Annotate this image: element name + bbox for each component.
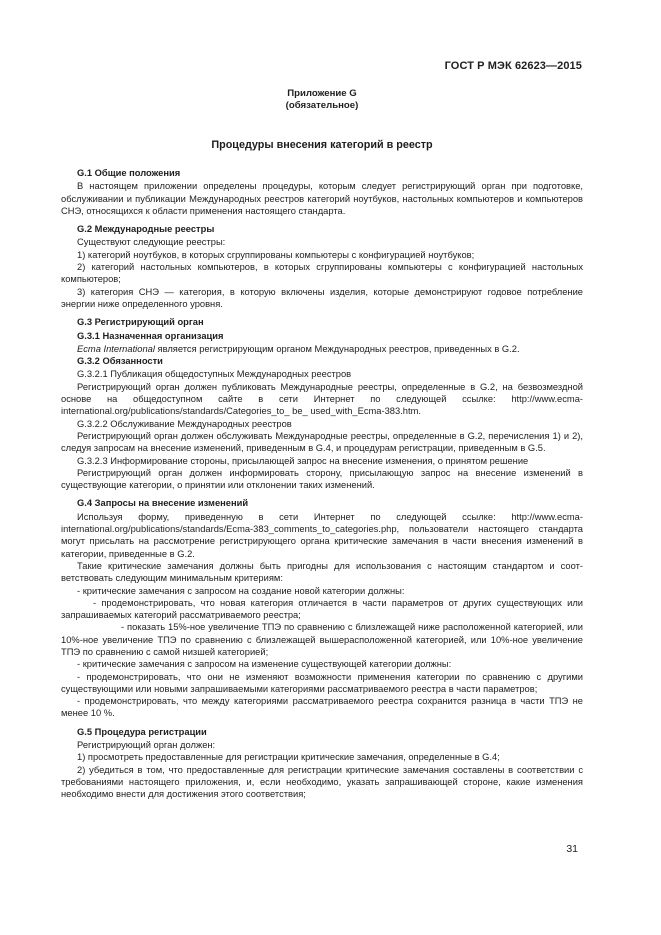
page-content — [61, 88, 583, 801]
paragraph: Регистрирующий орган должен информировать сторону, присылающую запрос на внесение изменений в существующие категории, о принятии или отклонении таких изменений. — [61, 467, 583, 491]
list-item: - продемонстрировать, что между категориями рассматриваемого реестра сохранится разница в части ТПЭ не менее 10 %. — [61, 696, 583, 719]
standard-number: ГОСТ Р МЭК 62623—2015 — [444, 60, 582, 72]
appendix-status: (обязательное) — [285, 100, 359, 111]
paragraph: Ecma International является регистрирующим органом Международных реестров, приведенных в G.2. — [77, 343, 520, 354]
section-heading-g3: G.3 Регистрирующий орган — [77, 317, 204, 328]
clause-heading: G.3.2.3 Информирование стороны, присылающей запрос на внесение изменения, о принятом решение — [77, 455, 529, 466]
paragraph: Регистрирующий орган должен: — [77, 740, 216, 751]
list-item: - продемонстрировать, что они не изменяют возможности применения категории по сравнению с другими существующими или новыми запрашиваемыми категориями рассматриваемого реестра в части параметров; — [61, 671, 583, 694]
paragraph: Регистрирующий орган должен публиковать Международные реестры, определенные в G.2, на безвозмездной основе на общедоступном сайте в сети Интернет по следующей ссылке: http://www.ecma-international.org/publications/standards/Categories_to_ be_ used_with_Ecma-383.htm. — [61, 381, 583, 417]
paragraph: В настоящем приложении определены процедуры, которым следует регистрирующий орган при подготовке, обслуживании и публикации Международных реестров категорий ноутбуков, настольных компьютеров и компьютеров СНЭ, относящихся к области применения настоящего стандарта. — [61, 181, 583, 216]
list-item: - продемонстрировать, что новая категория отличается в части параметров от других существующих или запрашиваемых категорий рассматриваемого реестра; — [61, 597, 583, 621]
section-heading-g2: G.2 Международные реестры — [77, 224, 215, 235]
list-item: 2) убедиться в том, что предоставленные для регистрации критические замечания составлены в соответствии с требованиями настоящего приложения, и, если необходимо, указать запрашивающей стороне, какие изменения необходимо внести для достижения этого соответствия; — [61, 764, 583, 800]
section-heading-g5: G.5 Процедура регистрации — [77, 726, 207, 737]
paragraph: Регистрирующий орган должен обслуживать Международные реестры, определенные в G.2, перечисления 1) и 2), следуя запросам на внесение изменений, приведенным в G.4, и процедурам регистрации, приведенным в G.5. — [61, 430, 583, 454]
main-title: Процедуры внесения категорий в реестр — [211, 139, 433, 151]
section-heading-g4: G.4 Запросы на внесение изменений — [77, 498, 249, 509]
list-item: 1) категорий ноутбуков, в которых сгруппированы компьютеры с конфигурацией ноутбуков; — [77, 249, 475, 260]
list-item: 2) категорий настольных компьютеров, в которых сгруппированы компьютеры с конфигурацией настольных компьютеров; — [61, 262, 583, 285]
subsection-heading-g32: G.3.2 Обязанности — [77, 356, 163, 367]
list-item: - критические замечания с запросом на изменение существующей категории должны: — [77, 659, 452, 670]
list-item: - критические замечания с запросом на создание новой категории должны: — [77, 585, 405, 596]
list-item: 3) категория СНЭ — категория, в которую включены изделия, которые демонстрируют годовое потребление энергии ниже определенного уровня. — [61, 286, 583, 309]
list-item: 1) просмотреть предоставленные для регистрации критические замечания, определенные в G.4; — [77, 752, 500, 763]
list-item: - показать 15%-ное увеличение ТПЭ по сравнению с близлежащей ниже расположенной категорией, или 10%-ное увеличение ТПЭ по сравнению с близлежащей вышерасположенной категорией, или 10%-ное увеличение ТПЭ по сравнению с самой низшей категорией; — [61, 622, 583, 657]
paragraph: Используя форму, приведенную в сети Интернет по следующей ссылке: http://www.ecma-international.org/publications/standards/Ecma-383_comments_to_categories.php, пользователи настоящего стандарта могут присьлать на рассмотрение регистрирующего органа критические замечания в части внесения изменений в категории, приведенные в G.2. — [61, 511, 583, 559]
section-heading-g1: G.1 Общие положения — [77, 168, 181, 178]
organization-name: Ecma International — [77, 343, 155, 354]
clause-heading: G.3.2.2 Обслуживание Международных реестров — [77, 418, 292, 429]
page-number: 31 — [566, 843, 578, 855]
paragraph: Такие критические замечания должны быть пригодны для использования с настоящим стандартом и соответствовать следующим минимальным критериям: — [61, 560, 583, 584]
subsection-heading-g31: G.3.1 Назначенная организация — [77, 330, 224, 341]
paragraph: Существуют следующие реестры: — [77, 237, 226, 248]
appendix-title: Приложение G — [287, 88, 357, 99]
clause-heading: G.3.2.1 Публикация общедоступных Международных реестров — [77, 369, 352, 380]
